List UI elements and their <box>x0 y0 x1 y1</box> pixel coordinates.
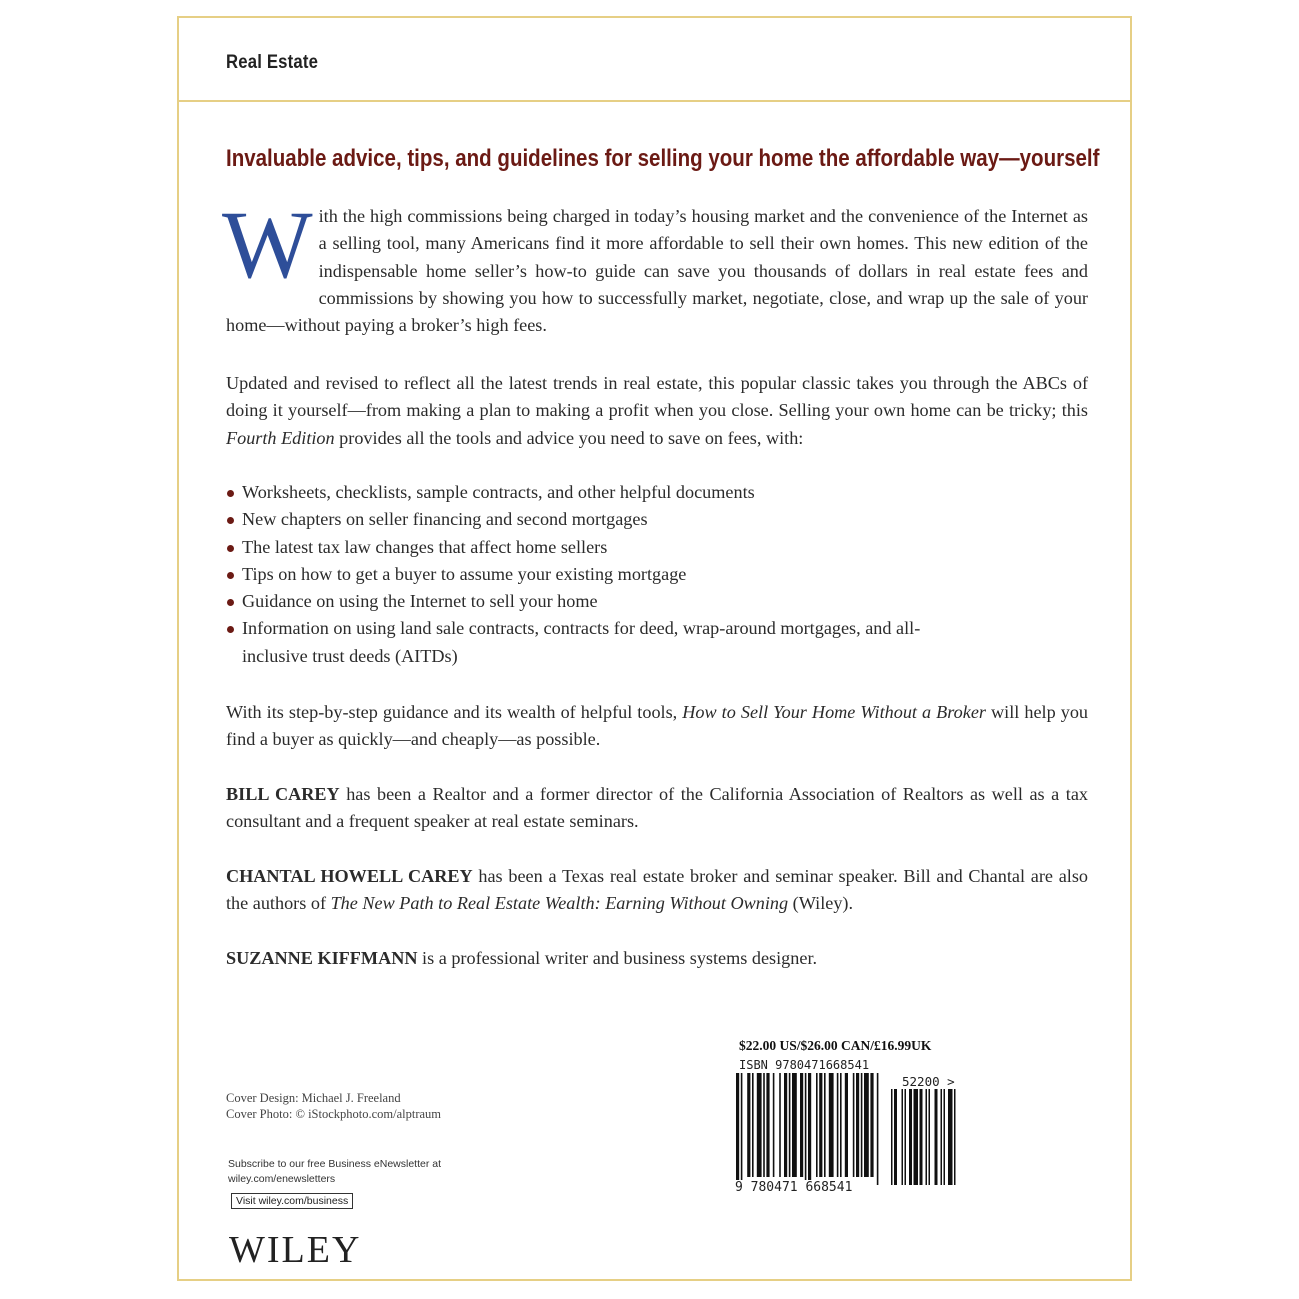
cover-design-credit: Cover Design: Michael J. Freeland <box>226 1091 401 1105</box>
cover-credits <box>226 1090 441 1122</box>
author-bio-suzanne <box>226 945 1088 972</box>
author-name: SUZANNE KIFFMANN <box>226 948 418 968</box>
price-label: $22.00 US/$26.00 CAN/£16.99UK <box>739 1038 932 1053</box>
summary-paragraph <box>226 699 1088 754</box>
author-bio-chantal <box>226 863 1088 918</box>
publisher-logo: WILEY <box>229 1229 362 1271</box>
author-bio-text: has been a Texas real estate broker and seminar speaker. Bill and Chantal are also the authors of <box>226 866 1088 914</box>
list-item: Information on using land sale contracts, contracts for deed, wrap-around mortgages, and all-inclusive trust deeds (AITDs) <box>226 615 942 670</box>
book-title: How to Sell Your Home Without a Broker <box>682 702 986 722</box>
header-divider <box>179 100 1130 102</box>
list-item: The latest tax law changes that affect home sellers <box>226 534 1088 561</box>
newsletter-line: Subscribe to our free Business eNewsletter at <box>228 1158 442 1170</box>
cover-photo-credit: Cover Photo: © iStockphoto.com/alptraum <box>226 1107 442 1121</box>
intro-paragraph <box>222 191 1088 339</box>
feature-list <box>226 479 1088 670</box>
edition-title: Fourth Edition <box>226 427 335 448</box>
visit-website-box[interactable]: Visit wiley.com/business <box>231 1193 353 1209</box>
author-name: BILL CAREY <box>226 784 340 804</box>
list-item: Worksheets, checklists, sample contracts, and other helpful documents <box>226 479 1088 506</box>
p3-text-end: will help you find a buyer as quickly—and cheaply—as possible. <box>226 702 1089 750</box>
newsletter-promo <box>228 1157 441 1187</box>
price-addon-code: 52200 > <box>902 1074 955 1089</box>
author-bio-text-end: (Wiley). <box>788 893 854 914</box>
other-book-title: The New Path to Real Estate Wealth: Earning Without Owning <box>330 893 789 914</box>
p3-text-start: With its step-by-step guidance and its wealth of helpful tools, <box>226 702 683 722</box>
newsletter-link[interactable]: wiley.com/enewsletters <box>228 1173 336 1185</box>
category-label: Real Estate <box>226 52 319 73</box>
list-item: New chapters on seller financing and second mortgages <box>226 506 1088 533</box>
author-bio-text: has been a Realtor and a former director of the California Association of Realtors as well as a tax consultant and a frequent speaker at real estate seminars. <box>226 784 1088 832</box>
author-bio-text: is a professional writer and business systems designer. <box>417 948 818 968</box>
author-name: CHANTAL HOWELL CAREY <box>226 866 473 886</box>
headline: Invaluable advice, tips, and guidelines for selling your home the affordable way—yourself <box>226 145 1100 172</box>
p2-text-start: Updated and revised to reflect all the latest trends in real estate, this popular classic takes you through the ABCs of doing it yourself—from making a plan to making a profit when you close. Selling your own home can be tricky; this <box>226 373 1088 421</box>
list-item: Tips on how to get a buyer to assume your existing mortgage <box>226 561 1088 588</box>
drop-cap: W <box>222 191 313 298</box>
list-item: Guidance on using the Internet to sell your home <box>226 588 1088 615</box>
barcode-number: 9 780471 668541 <box>735 1180 853 1195</box>
barcode-icon <box>736 1073 961 1188</box>
p2-text-end: provides all the tools and advice you need to save on fees, with: <box>334 427 804 448</box>
isbn-label: ISBN 9780471668541 <box>739 1058 870 1072</box>
features-intro-paragraph <box>226 370 1088 452</box>
intro-text: ith the high commissions being charged in today’s housing market and the convenience of the Internet as a selling tool, many Americans find it more affordable to sell their own homes. This new edition of the indispensable home seller’s how-to guide can save you thousands of dollars in real estate fees and commissions by showing you how to successfully market, negotiate, close, and wrap up the sale of your home—without paying a broker’s high fees. <box>226 206 1088 336</box>
author-bio-bill <box>226 781 1088 836</box>
